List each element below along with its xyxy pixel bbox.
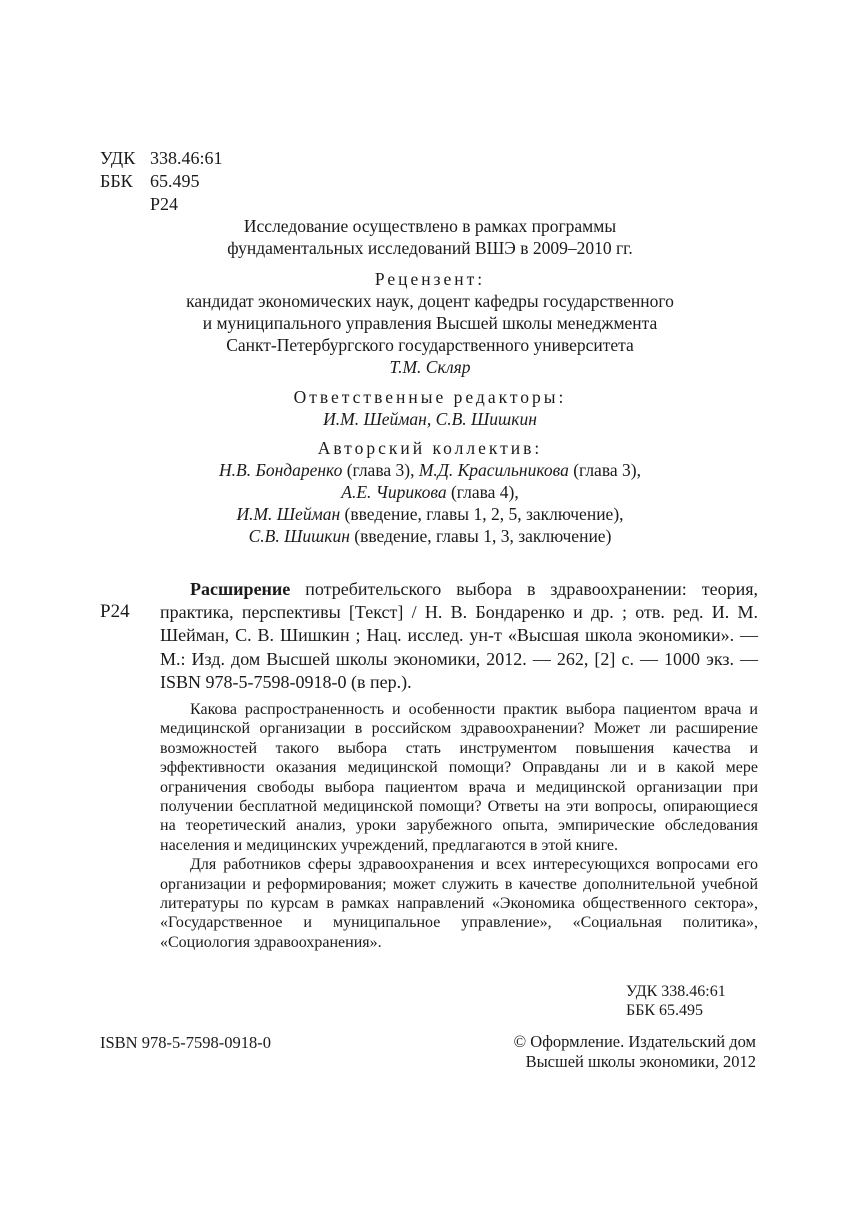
reviewer-name: Т.М. Скляр [389, 357, 471, 377]
editors-section [100, 386, 760, 430]
classification-block [100, 147, 223, 216]
bottom-bbk: ББК 65.495 [626, 1002, 704, 1019]
isbn: ISBN 978-5-7598-0918-0 [100, 1033, 271, 1052]
program-note-line: фундаментальных исследований ВШЭ в 2009–2010 гг. [227, 238, 633, 258]
author-mark: Р24 [150, 194, 179, 214]
author-name: И.М. Шейман [236, 504, 341, 524]
copyright-line: © Оформление. Издательский дом [513, 1032, 756, 1051]
abstract-paragraph: Какова распространенность и особенности практик выбора пациентом врача и медицинской организации в российском здравоохранении? Может ли расширение возможностей такого выбора стать инструментом повышения качества и эффективности оказания медицинской помощи? Оправданы ли и в какой мере ограничения свободы выбора пациентом врача и медицинской организации при получении бесплатной медицинской помощи? Ответы на эти вопросы, опирающиеся на теоретический анализ, уроки зарубежного опыта, эмпирические обследования населения и медицинских учреждений, предлагаются в этой книге. [160, 701, 758, 854]
bottom-classification [626, 982, 726, 1020]
author-line [100, 481, 760, 503]
catalog-card [160, 578, 758, 694]
reviewer-heading: Рецензент: [374, 269, 486, 289]
card-author-mark: Р24 [100, 601, 130, 622]
reviewer-credentials: и муниципального управления Высшей школы менеджмента [202, 313, 658, 333]
author-line [100, 525, 760, 547]
author-role: (глава 4), [446, 482, 519, 502]
udk-label: УДК [100, 148, 136, 168]
program-note-line: Исследование осуществлено в рамках программы [243, 216, 617, 236]
author-name: М.Д. Красильникова [418, 460, 569, 480]
author-role: (введение, главы 1, 3, заключение) [349, 526, 612, 546]
card-description: потребительского выбора в здравоохранении: теория, практика, перспективы [Текст] / Н. В. Бондаренко и др. ; отв. ред. И. М. Шейман, С. В. Шишкин ; Нац. исслед. ун-т «Высшая школа экономики». — М.: Изд. дом Высшей школы экономики, 2012. — 262, [2] с. — 1000 экз. — ISBN 978-5-7598-0918-0 (в пер.). [160, 579, 758, 692]
reviewer-credentials: кандидат экономических наук, доцент кафедры государственного [186, 291, 674, 311]
bottom-udk: УДК 338.46:61 [626, 983, 726, 1000]
author-role: (введение, главы 1, 2, 5, заключение), [340, 504, 624, 524]
copyright-line: Высшей школы экономики, 2012 [525, 1052, 756, 1071]
editors-names: И.М. Шейман, С.В. Шишкин [323, 409, 537, 429]
author-line [100, 503, 760, 525]
author-line [100, 459, 760, 481]
authors-section [100, 437, 760, 547]
editors-heading: Ответственные редакторы: [293, 387, 567, 407]
author-name: С.В. Шишкин [248, 526, 350, 546]
copyright [480, 1032, 756, 1072]
reviewer-credentials: Санкт-Петербургского государственного университета [226, 335, 634, 355]
author-role: (глава 3), [568, 460, 641, 480]
author-name: Н.В. Бондаренко [219, 460, 343, 480]
udk-value: 338.46:61 [150, 148, 223, 168]
abstract-paragraph: Для работников сферы здравоохранения и всех интересующихся вопросами его организации и реформирования; может служить в качестве дополнительной учебной литературы по курсам в рамках направлений «Экономика общественного сектора», «Государственное и муниципальное управление», «Социальная политика», «Социология здравоохранения». [160, 856, 758, 951]
bbk-label: ББК [100, 171, 133, 191]
bbk-value: 65.495 [150, 171, 200, 191]
author-name: А.Е. Чирикова [341, 482, 447, 502]
reviewer-section [100, 268, 760, 378]
author-role: (глава 3), [342, 460, 419, 480]
card-title: Расширение [190, 579, 291, 599]
abstract [160, 700, 758, 952]
authors-heading: Авторский коллектив: [317, 438, 543, 458]
program-note [100, 215, 760, 259]
